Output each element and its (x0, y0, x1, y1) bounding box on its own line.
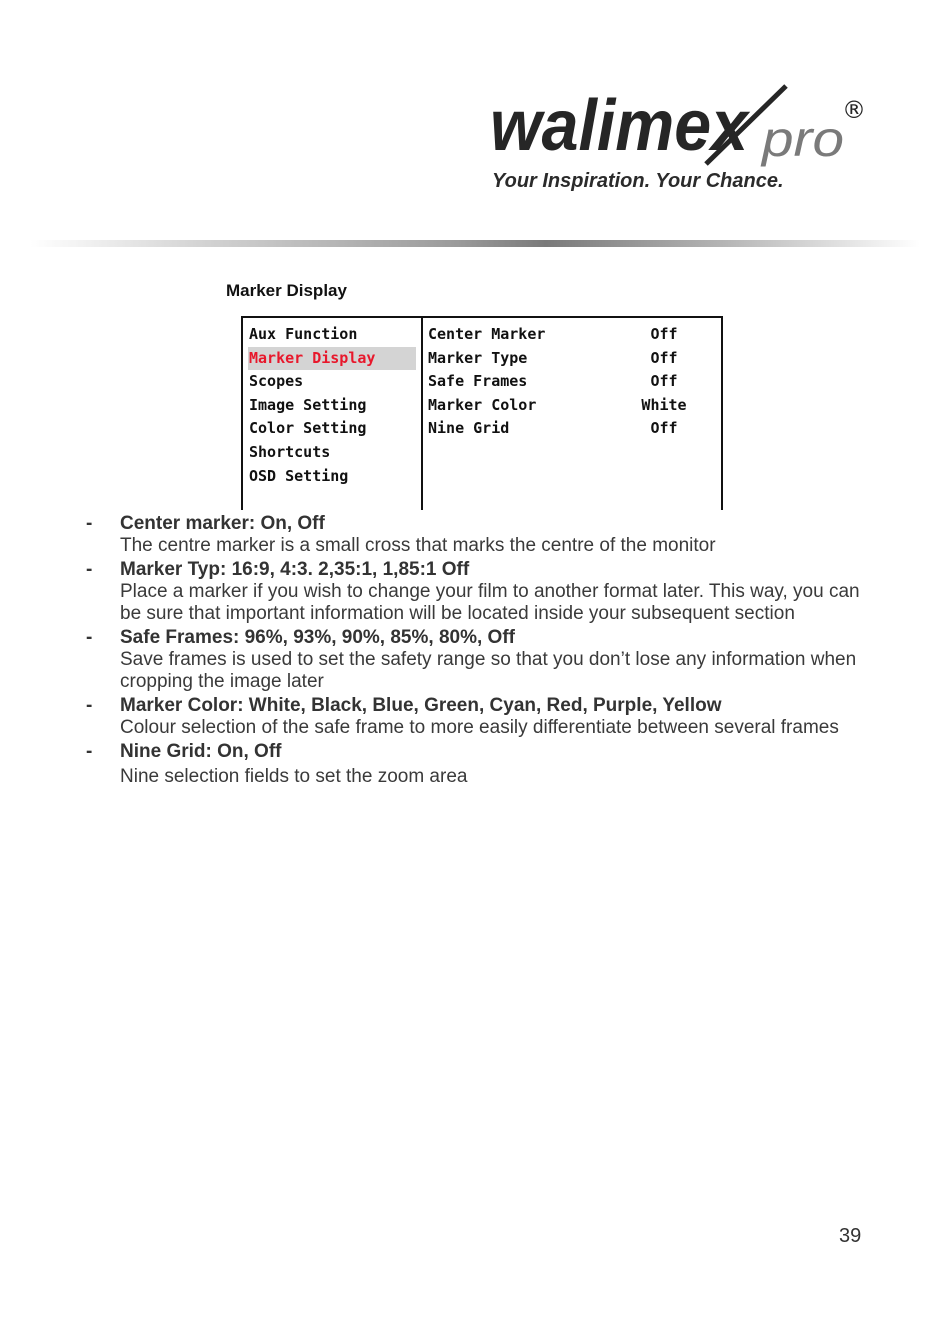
bullet-title: Marker Color: White, Black, Blue, Green, Cyan, Red, Purple, Yellow (120, 694, 722, 716)
osd-menu-item-osd-setting[interactable]: OSD Setting (249, 466, 349, 485)
bullet-dash: - (86, 558, 93, 580)
osd-option-marker-color[interactable] (428, 394, 708, 418)
option-value: Off (650, 372, 678, 391)
header-divider (30, 240, 920, 247)
option-label: Center Marker (428, 325, 546, 343)
bullet-title: Nine Grid: On, Off (120, 740, 282, 762)
option-value: Off (650, 419, 678, 438)
osd-menu-item-aux-function[interactable]: Aux Function (249, 325, 358, 343)
bullet-dash: - (86, 740, 93, 762)
option-value: White (641, 395, 687, 414)
osd-column-divider (421, 318, 423, 510)
bullet-dash: - (86, 513, 93, 534)
osd-option-nine-grid[interactable] (428, 417, 708, 441)
osd-menu-screenshot (241, 316, 723, 510)
osd-menu-item-image-setting[interactable]: Image Setting (249, 395, 367, 414)
list-item (86, 512, 866, 558)
option-value: Off (650, 325, 678, 343)
brand-logo (488, 84, 868, 174)
page-number: 39 (839, 1225, 862, 1247)
bullet-description: The centre marker is a small cross that marks the centre of the monitor (120, 535, 716, 556)
osd-option-marker-type[interactable] (428, 347, 708, 371)
osd-option-safe-frames[interactable] (428, 370, 708, 394)
option-label: Marker Color (428, 395, 537, 414)
registered-mark: ® (842, 96, 866, 124)
osd-submenu (428, 323, 708, 441)
list-item (86, 694, 866, 740)
brand-tagline: Your Inspiration. Your Chance. (492, 170, 784, 192)
bullet-title: Marker Typ: 16:9, 4:3. 2,35:1, 1,85:1 Off (120, 558, 470, 580)
list-item (86, 626, 866, 694)
osd-main-menu (248, 323, 416, 488)
bullet-description: Save frames is used to set the safety range so that you don’t lose any information when cropping the image later (120, 648, 857, 693)
osd-menu-item-shortcuts[interactable]: Shortcuts (249, 442, 331, 461)
option-label: Marker Type (428, 348, 528, 367)
osd-menu-item-marker-display[interactable]: Marker Display (248, 347, 416, 371)
logo-wordmark: walimex (490, 86, 751, 166)
list-item (86, 558, 866, 626)
bullet-title: Center marker: On, Off (120, 513, 325, 534)
logo-pro-suffix: pro (759, 111, 844, 167)
bullet-description: Nine selection fields to set the zoom area (120, 765, 468, 787)
bullet-description: Place a marker if you wish to change your film to another format later. This way, you can be sure that important information will be located inside your subsequent section (120, 580, 860, 625)
osd-option-center-marker[interactable] (428, 323, 708, 347)
bullet-description: Colour selection of the safe frame to more easily differentiate between several frames (120, 716, 839, 738)
option-label: Nine Grid (428, 419, 510, 438)
bullet-dash: - (86, 626, 93, 648)
osd-menu-item-scopes[interactable]: Scopes (249, 372, 304, 391)
bullet-title: Safe Frames: 96%, 93%, 90%, 85%, 80%, Off (120, 626, 515, 648)
list-item (86, 740, 866, 789)
option-value: Off (650, 348, 678, 367)
feature-list (86, 512, 866, 788)
osd-menu-item-color-setting[interactable]: Color Setting (249, 419, 367, 438)
bullet-dash: - (86, 694, 93, 716)
section-title: Marker Display (226, 281, 347, 300)
option-label: Safe Frames (428, 372, 528, 391)
